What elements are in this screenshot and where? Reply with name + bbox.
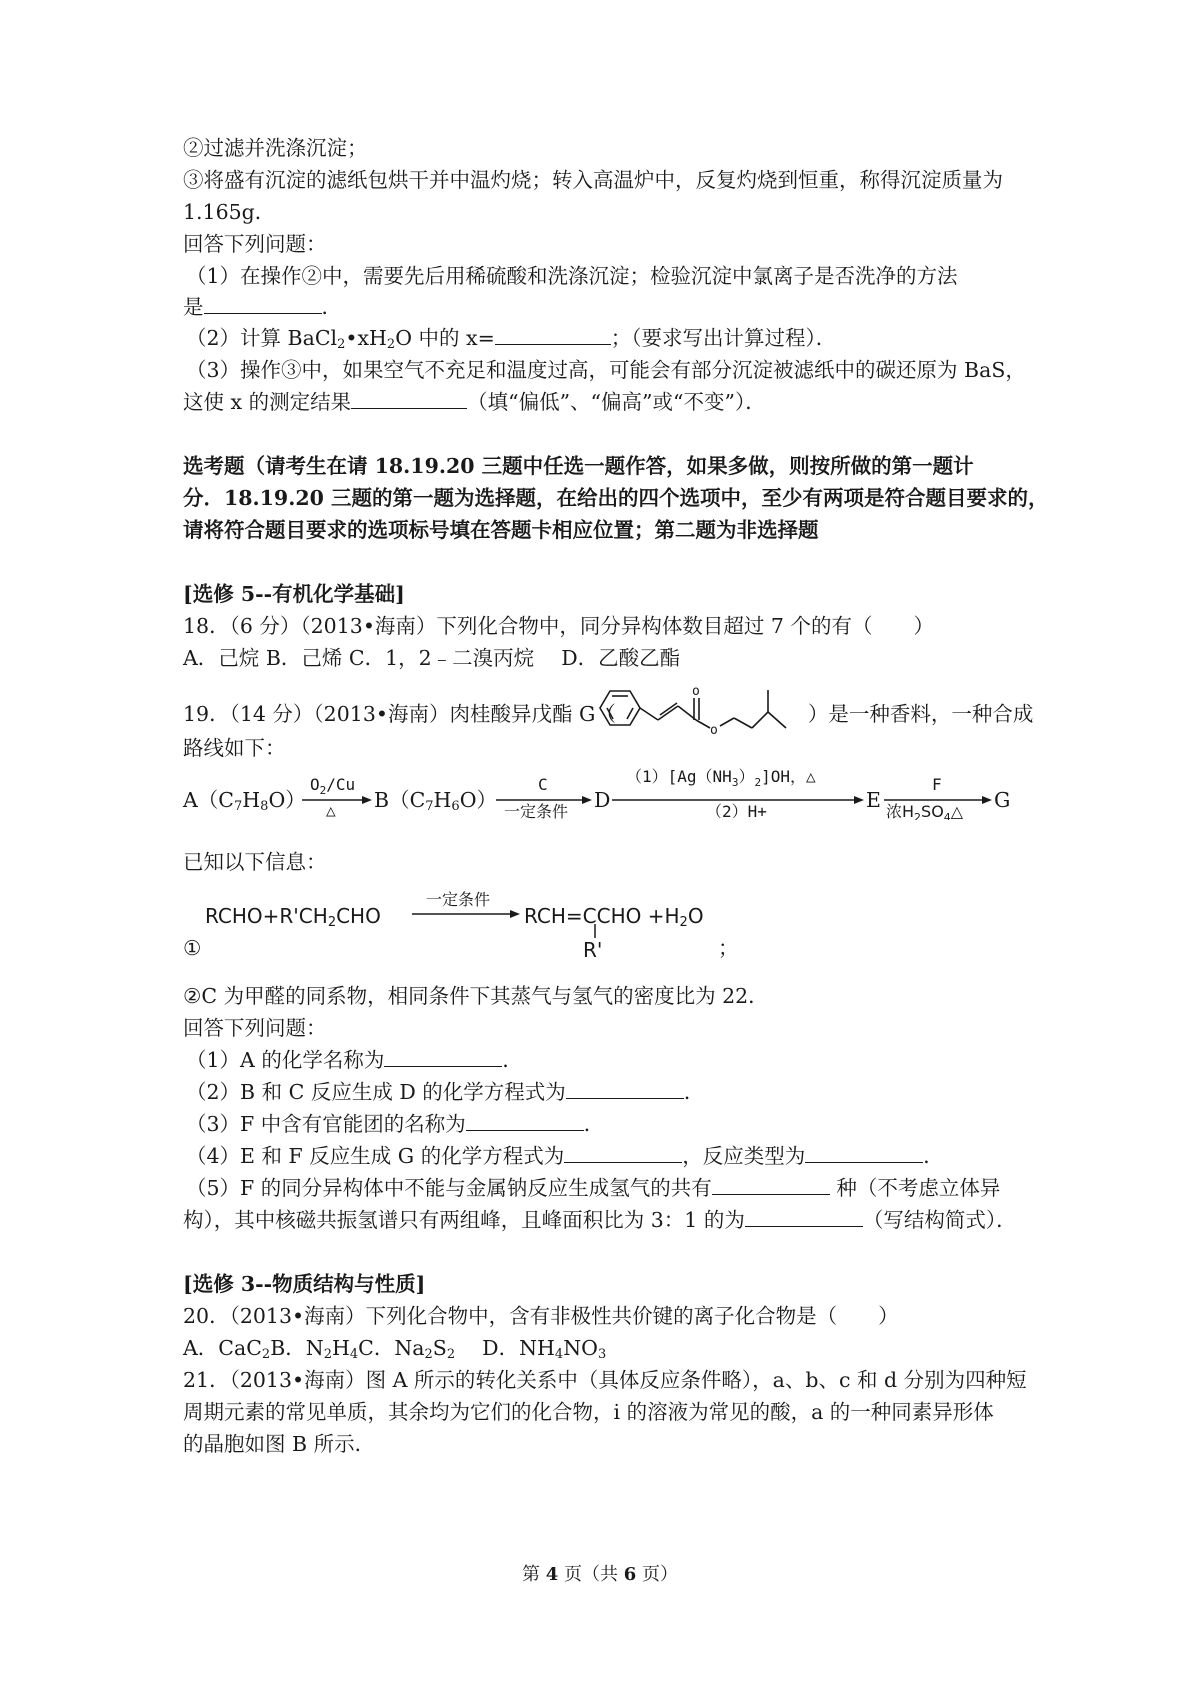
answer-blank[interactable] [351, 390, 467, 409]
svg-text:一定条件: 一定条件 [426, 890, 491, 909]
svg-text:（1）[Ag（NH3）2]OH，△: $(1)[Ag(NH_3)_2]OH$，△ [626, 767, 816, 789]
svg-text:一定条件: 一定条件 [504, 802, 569, 820]
question-21-line-1: 21．（2013•海南）图 A 所示的转化关系中（具体反应条件略），a、b、c 和 d 分别为四种短 [183, 1368, 1027, 1392]
question-18: 18．（6 分）（2013•海南）下列化合物中，同分异构体数目超过 7 个的有（ ） [183, 614, 934, 638]
step-2: ②过滤并洗涤沉淀； [183, 136, 368, 160]
section-5-heading: [选修 5--有机化学基础] [183, 582, 405, 606]
question-20-options: A．CaC$_2$B．$N_2H_4C$．$Na_2S_2$ D．$NH_4NO_3$ [183, 1336, 607, 1362]
arrow-3 [610, 760, 866, 818]
compound-e: E [866, 788, 881, 812]
info-1-end: ； [718, 936, 739, 960]
svg-text:F: F [932, 775, 942, 794]
info-1-number: ① [183, 936, 202, 960]
answer-blank[interactable] [712, 1176, 830, 1195]
page-footer: 第 4 页（共 6 页） [522, 1564, 678, 1585]
known-info: 已知以下信息： [183, 850, 327, 874]
answer-blank[interactable] [495, 326, 611, 345]
question-19-4: （4）E 和 F 反应生成 G 的化学方程式为 ，反应类型为 ． [186, 1144, 944, 1168]
compound-g: G [994, 788, 1011, 812]
synthesis-route [183, 786, 306, 814]
question-19-3: （3）F 中含有官能团的名称为 ． [186, 1112, 605, 1136]
question-2: （2）计算 $BaCl_2•xH_2O$ 中的 x= ；（要求写出计算过程）． [186, 326, 837, 352]
svg-text:浓H2SO4△: 浓$H_2SO_4\triangle$ [886, 802, 964, 820]
section-3-heading: [选修 3--物质结构与性质] [183, 1272, 426, 1296]
svg-text:△: △ [326, 801, 336, 818]
question-1-line-2: 是 ． [183, 295, 342, 319]
svg-text:（2）H+: （2）H+ [706, 802, 767, 818]
svg-text:o: o [692, 684, 700, 699]
question-21-line-3: 的晶胞如图 B 所示． [183, 1432, 376, 1456]
answer-prompt: 回答下列问题： [183, 232, 327, 256]
answer-blank[interactable] [466, 1112, 584, 1131]
answer-blank[interactable] [805, 1144, 923, 1163]
step-3-line-2: 1.165g． [183, 200, 276, 224]
page-number: 4 [545, 1564, 559, 1585]
question-20: 20．（2013•海南）下列化合物中，含有非极性共价键的离子化合物是（ ） [183, 1304, 899, 1328]
question-21-line-2: 周期元素的常见单质，其余均为它们的化合物，i 的溶液为常见的酸，a 的一种同素异形体 [183, 1400, 994, 1424]
substituent-r: R' [583, 938, 603, 962]
answer-blank[interactable] [564, 1144, 682, 1163]
elective-note-line-2: 分．18.19.20 三题的第一题为选择题，在给出的四个选项中，至少有两项是符合题目要求的， [183, 486, 1049, 510]
svg-text:O2/Cu: $O_2/Cu$ [310, 775, 356, 797]
answer-blank[interactable] [745, 1208, 863, 1227]
question-19-5-line-1: （5）F 的同分异构体中不能与金属钠反应生成氢气的共有 种（不考虑立体异 [186, 1176, 1001, 1200]
answer-prompt-19: 回答下列问题： [183, 1016, 327, 1040]
arrow-2 [494, 762, 594, 820]
answer-blank[interactable] [566, 1080, 684, 1099]
answer-blank[interactable] [384, 1048, 502, 1067]
question-18-options: A．己烷 B．己烯 C．1，2﹣二溴丙烷 D．乙酸乙酯 [183, 646, 681, 670]
question-19-line-1: 19．（14 分）（2013•海南）肉桂酸异戊酯 G（ ）是一种香料，一种合成 [183, 702, 1034, 726]
reaction-reactants: $RCHO+R'CH_2CHO$ [205, 904, 381, 930]
question-19-line-2: 路线如下： [183, 736, 286, 760]
question-3-line-1: （3）操作③中，如果空气不充足和温度过高，可能会有部分沉淀被滤纸中的碳还原为 BaS， [186, 358, 1026, 382]
svg-text:C: C [538, 775, 548, 794]
compound-b: $B(C_7H_6O)$ [374, 788, 498, 814]
elective-note-line-3: 请将符合题目要求的选项标号填在答题卡相应位置；第二题为非选择题 [183, 518, 819, 542]
svg-text:o: o [710, 723, 718, 738]
compound-d: D [594, 788, 611, 812]
answer-blank[interactable] [204, 295, 322, 314]
step-3-line-1: ③将盛有沉淀的滤纸包烘干并中温灼烧；转入高温炉中，反复灼烧到恒重，称得沉淀质量为 [183, 168, 1003, 192]
total-pages: 6 [623, 1564, 637, 1585]
question-19-1: （1）A 的化学名称为 ． [186, 1048, 523, 1072]
question-1-line-1: （1）在操作②中，需要先后用稀硫酸和洗涤沉淀；检验沉淀中氯离子是否洗净的方法 [186, 264, 958, 288]
reaction-products: RCH=CCHO $+H_2O$ [524, 904, 704, 930]
arrow-4 [882, 762, 994, 820]
info-2: ②C 为甲醛的同系物，相同条件下其蒸气与氢气的密度比为 22． [183, 984, 769, 1008]
question-19-5-line-2: 构），其中核磁共振氢谱只有两组峰，且峰面积比为 3：1 的为 （写结构简式）． [183, 1208, 1017, 1232]
isopentyl-cinnamate-structure [596, 682, 792, 744]
question-19-2: （2）B 和 C 反应生成 D 的化学方程式为 ． [186, 1080, 705, 1104]
question-3-line-2: 这使 x 的测定结果 （填“偏低”、“偏高”或“不变”）． [183, 390, 766, 414]
arrow-1 [300, 762, 374, 818]
elective-note-line-1: 选考题（请考生在请 18.19.20 三题中任选一题作答，如果多做，则按所做的第一题计 [183, 454, 974, 478]
compound-a: $A(C_7H_8O)$ [183, 788, 306, 814]
reaction-arrow [410, 888, 522, 922]
